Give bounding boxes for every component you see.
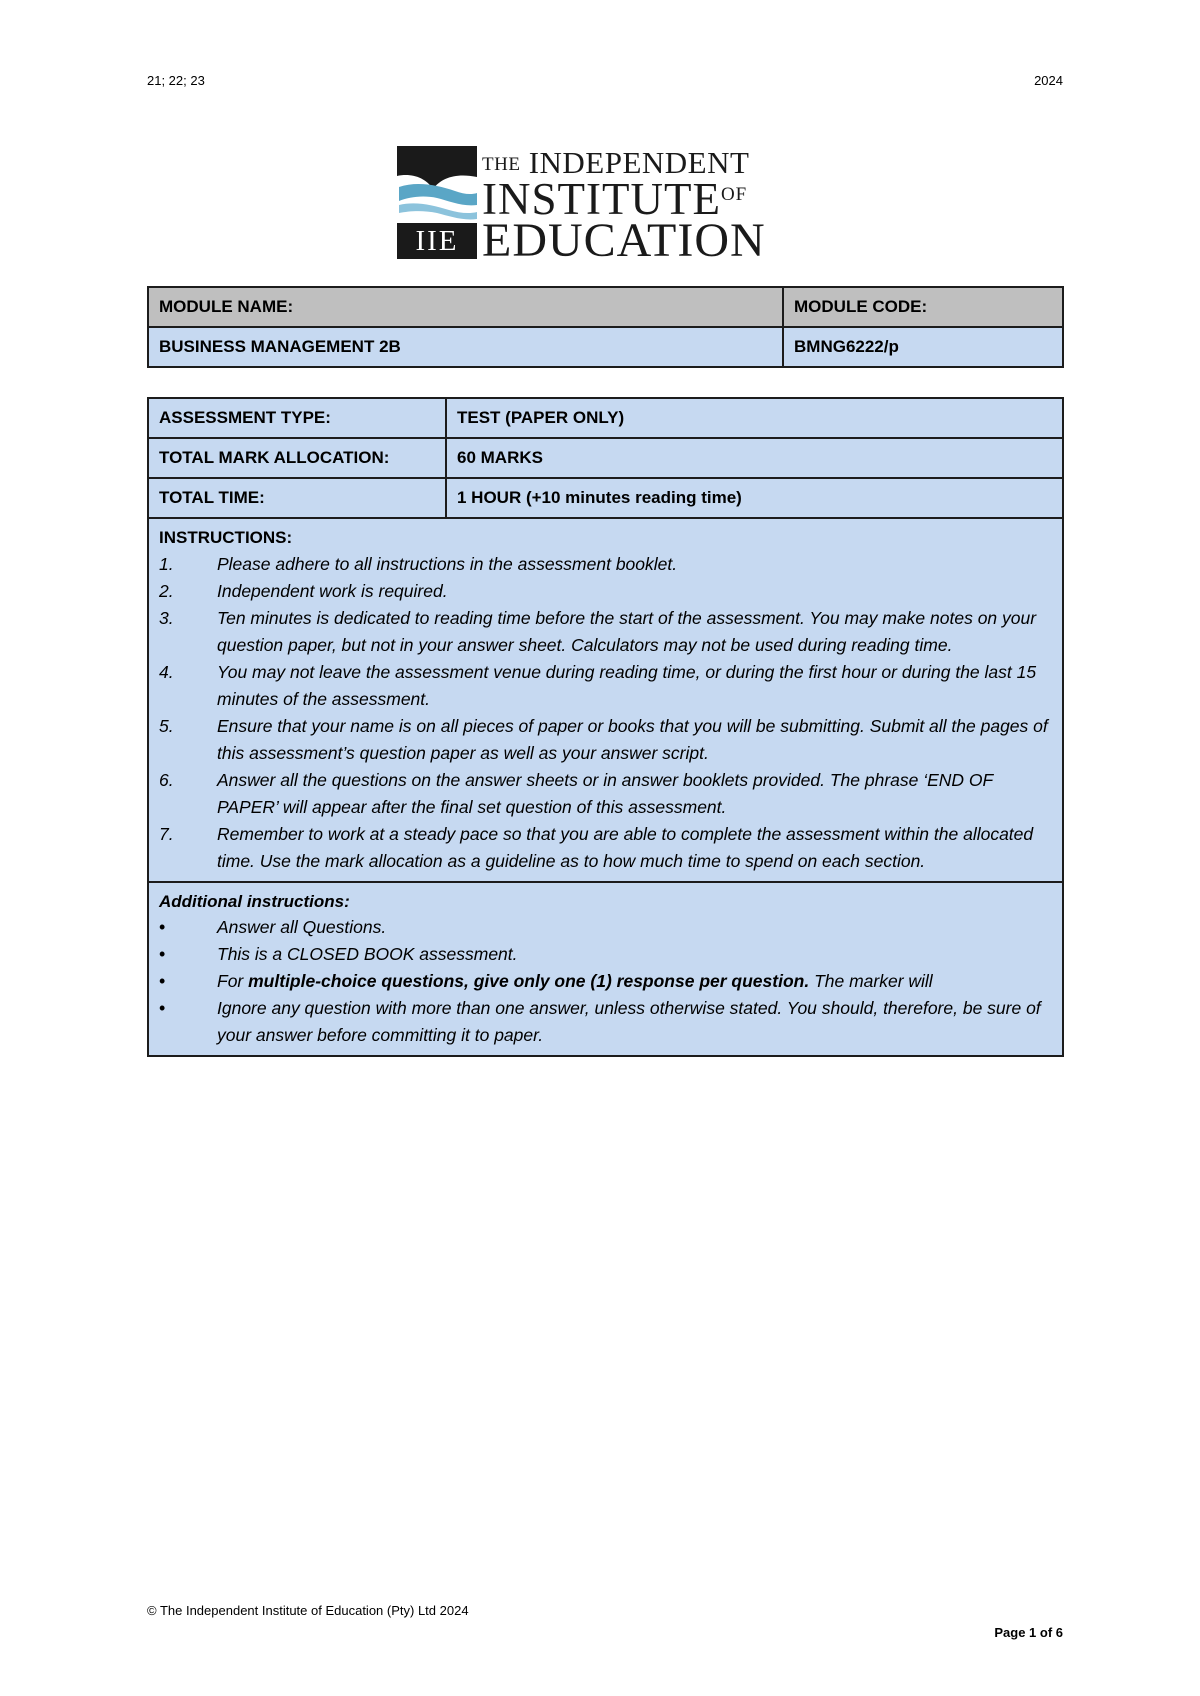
list-item: 3. Ten minutes is dedicated to reading time before the start of the assessment. You may make notes on your question paper, but not in your answer sheet. Calculators may not be used during reading time. bbox=[159, 608, 1037, 655]
instructions-cell bbox=[148, 518, 1063, 882]
list-item-text: For multiple-choice questions, give only one (1) response per question. The marker will bbox=[217, 971, 933, 991]
logo-independent: INDEPENDENT bbox=[528, 145, 750, 180]
list-item: 4. You may not leave the assessment venue during reading time, or during the first hour or during the last 15 minutes of the assessment. bbox=[159, 662, 1037, 709]
assessment-type-label: ASSESSMENT TYPE: bbox=[148, 398, 446, 438]
logo-institute: INSTITUTE bbox=[482, 174, 721, 224]
bullet-icon: • bbox=[159, 971, 166, 991]
list-item bbox=[159, 968, 1052, 995]
list-item: 5. Ensure that your name is on all pieces of paper or books that you will be submitting. Submit all the pages of this assessment’s question paper as well as your answer script. bbox=[159, 716, 1048, 763]
page-number: Page 1 of 6 bbox=[994, 1625, 1063, 1640]
total-time-label: TOTAL TIME: bbox=[148, 478, 446, 518]
logo-of: OF bbox=[720, 184, 748, 205]
additional-instructions-cell bbox=[148, 882, 1063, 1056]
assessment-table bbox=[147, 397, 1064, 1057]
assessment-type-value: TEST (PAPER ONLY) bbox=[446, 398, 1063, 438]
list-item: 2. Independent work is required. bbox=[159, 581, 448, 601]
module-name-value: BUSINESS MANAGEMENT 2B bbox=[148, 327, 783, 367]
list-item: • Ignore any question with more than one answer, unless otherwise stated. You should, therefore, be sure of your answer before committing it to paper. bbox=[159, 995, 1052, 1049]
institution-logo bbox=[397, 143, 812, 267]
bullet-icon: • bbox=[159, 944, 166, 964]
module-name-label: MODULE NAME: bbox=[148, 287, 783, 327]
total-time-value: 1 HOUR (+10 minutes reading time) bbox=[446, 478, 1063, 518]
logo-the: THE bbox=[482, 154, 521, 175]
bullet-icon: • bbox=[159, 917, 166, 937]
header-left-text: 21; 22; 23 bbox=[147, 73, 205, 88]
total-marks-label: TOTAL MARK ALLOCATION: bbox=[148, 438, 446, 478]
list-item: • This is a CLOSED BOOK assessment. bbox=[159, 941, 1052, 968]
total-marks-value: 60 MARKS bbox=[446, 438, 1063, 478]
list-item: • Answer all Questions. bbox=[159, 914, 1052, 941]
bullet-icon: • bbox=[159, 998, 166, 1018]
header-year: 2024 bbox=[1034, 73, 1063, 88]
instructions-title: INSTRUCTIONS: bbox=[159, 528, 293, 547]
list-item: 7. Remember to work at a steady pace so that you are able to complete the assessment within the allocated time. Use the mark allocation as a guideline as to how much time to spend on each section. bbox=[159, 824, 1034, 871]
list-item: 6. Answer all the questions on the answer sheets or in answer booklets provided. The phrase ‘END OF PAPER’ will appear after the final set question of this assessment. bbox=[159, 770, 993, 817]
instructions-list bbox=[159, 551, 1052, 875]
module-code-label: MODULE CODE: bbox=[783, 287, 1063, 327]
additional-instructions-title: Additional instructions: bbox=[159, 892, 350, 911]
logo-mark-text: IIE bbox=[415, 225, 459, 257]
module-table bbox=[147, 286, 1064, 368]
module-code-value: BMNG6222/p bbox=[783, 327, 1063, 367]
copyright-footer: © The Independent Institute of Education (Pty) Ltd 2024 bbox=[147, 1603, 469, 1618]
additional-instructions-list bbox=[159, 914, 1052, 1049]
logo-line-3: EDUCATION bbox=[482, 214, 766, 267]
list-item: 1. Please adhere to all instructions in the assessment booklet. bbox=[159, 554, 678, 574]
